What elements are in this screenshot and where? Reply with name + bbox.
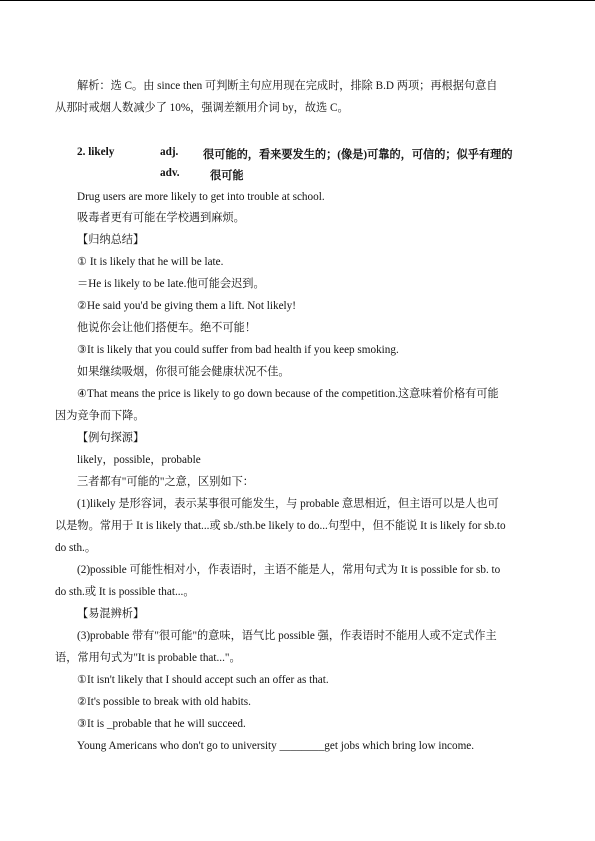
heading-pos-adv: adv. — [160, 167, 180, 179]
comparison-intro: 三者都有"可能的"之意，区别如下： — [77, 476, 254, 488]
summary-item-1b: ＝He is likely to be late.他可能会迟到。 — [77, 278, 265, 290]
possible-note-2: do sth.或 It is possible that...。 — [55, 586, 195, 598]
section-confusables: 【易混辨析】 — [77, 608, 145, 620]
likely-note-2: 以是物。常用于 It is likely that...或 sb./sth.be likely to do...句型中，但不能说 It is likely for sb.to — [55, 520, 506, 532]
example-en: Drug users are more likely to get into trouble at school. — [77, 191, 325, 203]
summary-item-3-zh: 如果继续吸烟，你很可能会健康状况不佳。 — [77, 366, 290, 378]
summary-item-1: ① It is likely that he will be late. — [77, 256, 224, 268]
example-zh: 吸毒者更有可能在学校遇到麻烦。 — [77, 212, 245, 224]
summary-item-2-zh: 他说你会让他们搭便车。绝不可能！ — [77, 322, 257, 334]
exercise-2: ②It's possible to break with old habits. — [77, 696, 251, 708]
heading-def-adv: 很可能 — [210, 170, 244, 182]
likely-note-3: do sth.。 — [55, 542, 97, 554]
section-summary: 【归纳总结】 — [77, 234, 145, 246]
summary-item-4: ④That means the price is likely to go down because of the competition.这意味着价格有可能 — [77, 388, 499, 400]
analysis-line-2: 从那时戒烟人数减少了 10%，强调差额用介词 by，故选 C。 — [55, 102, 349, 114]
likely-note-1: (1)likely 是形容词，表示某事很可能发生，与 probable 意思相近，但主语可以是人也可 — [77, 498, 499, 510]
probable-note-2: 语，常用句式为"It is probable that..."。 — [55, 652, 241, 664]
heading-word: 2. likely — [77, 146, 115, 158]
possible-note-1: (2)possible 可能性相对小，作表语时，主语不能是人，常用句式为 It is possible for sb. to — [77, 564, 501, 576]
word-list: likely，possible，probable — [77, 454, 201, 466]
section-sources: 【例句探源】 — [77, 432, 145, 444]
probable-note-1: (3)probable 带有"很可能"的意味，语气比 possible 强，作表语时不能用人或不定式作主 — [77, 630, 497, 642]
heading-def-adj: 很可能的，看来要发生的；(像是)可靠的，可信的；似乎有理的 — [203, 149, 513, 161]
top-rule — [0, 0, 595, 1]
summary-item-2: ②He said you'd be giving them a lift. Not likely! — [77, 300, 296, 312]
exercise-3: ③It is _probable that he will succeed. — [77, 718, 246, 730]
analysis-line-1: 解析：选 C。由 since then 可判断主句应用现在完成时，排除 B.D 两项；再根据句意自 — [77, 80, 498, 92]
summary-item-4-cont: 因为竞争而下降。 — [55, 410, 145, 422]
exercise-1: ①It isn't likely that I should accept such an offer as that. — [77, 674, 329, 686]
heading-pos-adj: adj. — [160, 146, 179, 158]
exercise-4: Young Americans who don't go to university ________get jobs which bring low income. — [77, 740, 475, 752]
summary-item-3: ③It is likely that you could suffer from bad health if you keep smoking. — [77, 344, 399, 356]
